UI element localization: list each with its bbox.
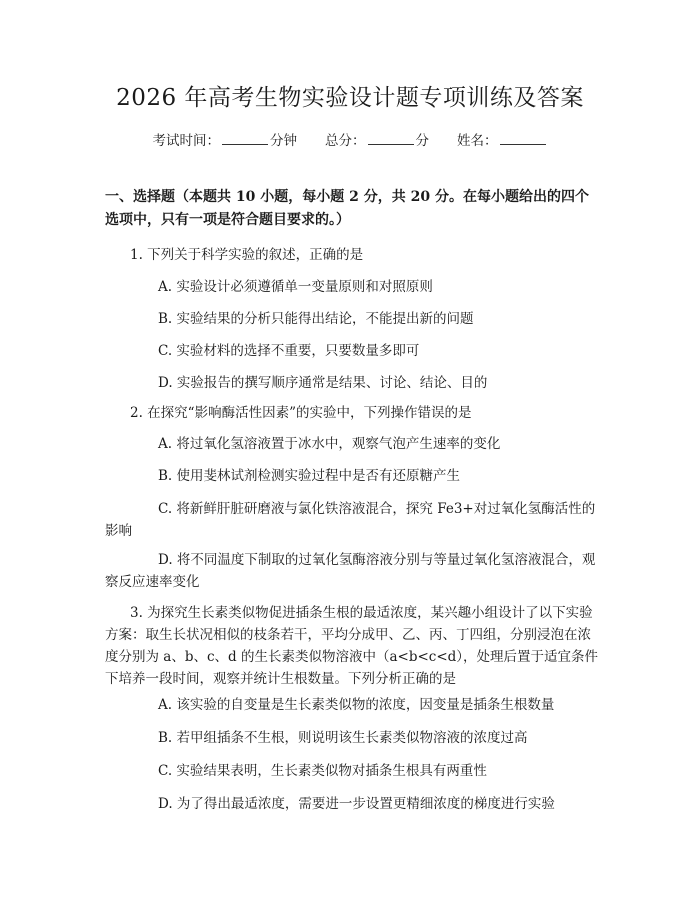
- question-stem: 2. 在探究“影响酶活性因素”的实验中，下列操作错误的是: [130, 405, 472, 421]
- score-blank: [368, 130, 414, 145]
- question-option: B. 若甲组插条不生根，则说明该生长素类似物溶液的浓度过高: [158, 730, 528, 746]
- question-option: A. 实验设计必须遵循单一变量原则和对照原则: [158, 279, 433, 295]
- question-stem: 3. 为探究生长素类似物促进插条生根的最适浓度，某兴趣小组设计了以下实验方案：取生长状况相似的枝条若干，平均分成甲、乙、丙、丁四组，分别浸泡在浓度分别为 a、b、c、d 的生长素类似物溶液中（a<b<c<d），处理后置于适宜条件下培养一段时间，观察并统计生根数量。下列分析正确的是: [105, 605, 599, 687]
- time-label: 考试时间：: [152, 133, 220, 149]
- section-heading: 一、选择题（本题共 10 小题，每小题 2 分，共 20 分。在每小题给出的四个选项中，只有一项是符合题目要求的。）: [105, 189, 589, 228]
- score-label: 总分：: [325, 133, 366, 149]
- question-option: B. 实验结果的分析只能得出结论，不能提出新的问题: [158, 311, 474, 327]
- page-title: 2026 年高考生物实验设计题专项训练及答案: [116, 85, 584, 111]
- time-blank: [222, 130, 268, 145]
- time-unit: 分钟: [270, 133, 297, 149]
- question-option: C. 实验结果表明，生长素类似物对插条生根具有两重性: [158, 763, 487, 779]
- question-option: A. 将过氧化氢溶液置于冰水中，观察气泡产生速率的变化: [158, 436, 501, 452]
- question-option: D. 实验报告的撰写顺序通常是结果、讨论、结论、目的: [158, 375, 488, 391]
- name-label: 姓名：: [457, 133, 498, 149]
- question-option: D. 为了得出最适浓度，需要进一步设置更精细浓度的梯度进行实验: [158, 796, 555, 812]
- question-option: A. 该实验的自变量是生长素类似物的浓度，因变量是插条生根数量: [158, 697, 555, 713]
- score-unit: 分: [415, 133, 429, 149]
- question-option: B. 使用斐林试剂检测实验过程中是否有还原糖产生: [158, 468, 461, 484]
- exam-info-line: [0, 129, 700, 153]
- name-blank: [500, 130, 546, 145]
- question-option: D. 将不同温度下制取的过氧化氢酶溶液分别与等量过氧化氢溶液混合，观察反应速率变化: [105, 552, 596, 590]
- question-option: C. 实验材料的选择不重要，只要数量多即可: [158, 343, 420, 359]
- question-option: C. 将新鲜肝脏研磨液与氯化铁溶液混合，探究 Fe3+对过氧化氢酶活性的影响: [105, 501, 596, 539]
- question-stem: 1. 下列关于科学实验的叙述，正确的是: [130, 247, 364, 263]
